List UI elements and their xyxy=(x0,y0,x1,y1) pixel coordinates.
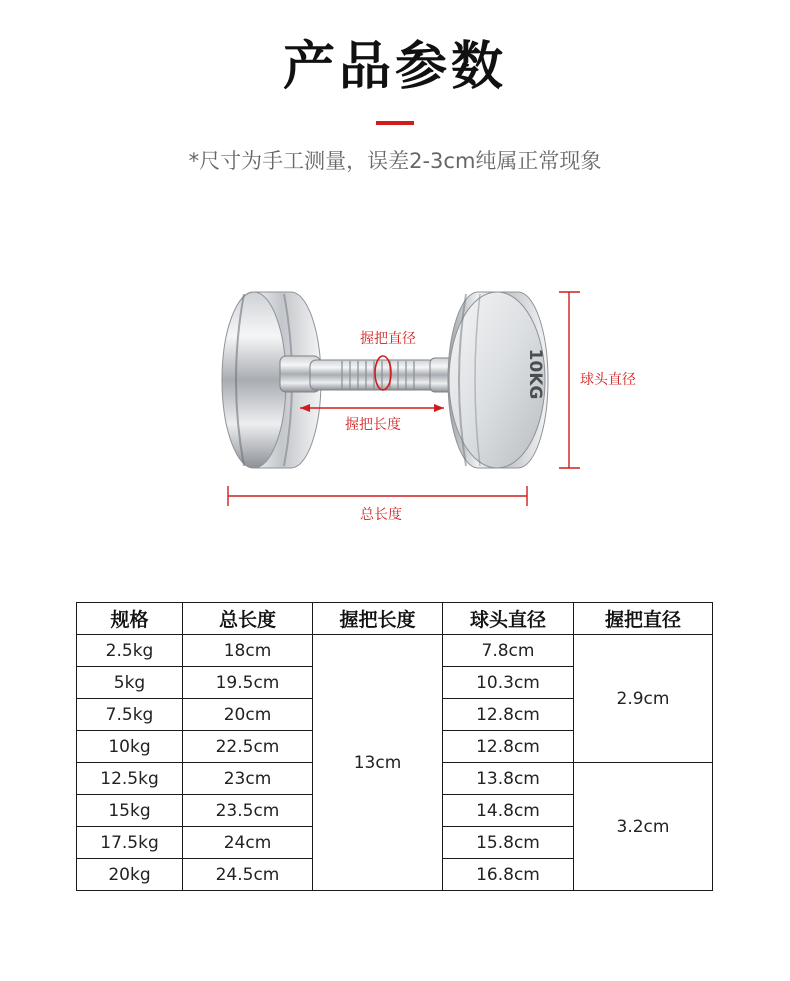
cell-total-length: 19.5cm xyxy=(183,667,313,699)
total-length-dimension xyxy=(228,486,527,506)
table-row xyxy=(77,635,713,667)
title-underline xyxy=(376,121,414,125)
cell-total-length: 24.5cm xyxy=(183,859,313,891)
grip-length-label: 握把长度 xyxy=(345,417,401,433)
cell-total-length: 20cm xyxy=(183,699,313,731)
cell-total-length: 22.5cm xyxy=(183,731,313,763)
cell-spec: 7.5kg xyxy=(77,699,183,731)
weight-marking: 10KG xyxy=(525,348,545,400)
col-header-total-length: 总长度 xyxy=(183,603,313,635)
cell-total-length: 23.5cm xyxy=(183,795,313,827)
grip-diameter-label: 握把直径 xyxy=(360,331,416,347)
cell-head-diameter: 7.8cm xyxy=(443,635,574,667)
cell-head-diameter: 12.8cm xyxy=(443,699,574,731)
cell-spec: 2.5kg xyxy=(77,635,183,667)
cell-spec: 10kg xyxy=(77,731,183,763)
head-diameter-label: 球头直径 xyxy=(580,372,636,388)
total-length-label: 总长度 xyxy=(360,507,402,523)
page-title: 产品参数 xyxy=(282,37,507,97)
cell-spec: 15kg xyxy=(77,795,183,827)
col-header-grip-length: 握把长度 xyxy=(313,603,443,635)
col-header-grip-diameter: 握把直径 xyxy=(574,603,713,635)
spec-table xyxy=(76,602,713,891)
dumbbell-figure xyxy=(0,270,790,540)
cell-head-diameter: 15.8cm xyxy=(443,827,574,859)
cell-spec: 17.5kg xyxy=(77,827,183,859)
cell-total-length: 18cm xyxy=(183,635,313,667)
cell-total-length: 24cm xyxy=(183,827,313,859)
cell-head-diameter: 10.3cm xyxy=(443,667,574,699)
table-header-row xyxy=(77,603,713,635)
col-header-head-diameter: 球头直径 xyxy=(443,603,574,635)
cell-head-diameter: 14.8cm xyxy=(443,795,574,827)
cell-grip-length-merged: 13cm xyxy=(313,635,443,891)
grip-length-arrow xyxy=(300,404,444,412)
cell-head-diameter: 16.8cm xyxy=(443,859,574,891)
measurement-note: *尺寸为手工测量，误差2-3cm纯属正常现象 xyxy=(188,149,602,173)
cell-head-diameter: 12.8cm xyxy=(443,731,574,763)
dumbbell-handle xyxy=(280,356,458,392)
cell-spec: 5kg xyxy=(77,667,183,699)
cell-spec: 12.5kg xyxy=(77,763,183,795)
col-header-spec: 规格 xyxy=(77,603,183,635)
cell-head-diameter: 13.8cm xyxy=(443,763,574,795)
cell-grip-diameter-group1: 2.9cm xyxy=(574,635,713,763)
cell-total-length: 23cm xyxy=(183,763,313,795)
cell-grip-diameter-group2: 3.2cm xyxy=(574,763,713,891)
cell-spec: 20kg xyxy=(77,859,183,891)
dumbbell-illustration xyxy=(0,270,790,540)
head-diameter-dimension xyxy=(559,292,580,468)
